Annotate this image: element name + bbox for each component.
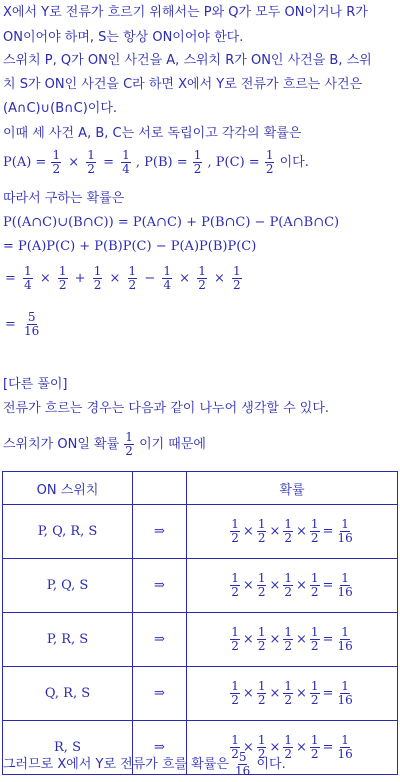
conclusion-line: 그러므로 X에서 Y로 전류가 흐를 확률은 $\frac{5}{16}$ 이다. (3, 750, 286, 778)
arrow-cell: ⇒ (133, 721, 187, 775)
fraction: $\frac{1}{2}$ (128, 264, 137, 292)
fraction: $\frac{1}{2}$ (257, 679, 266, 707)
header-arrow (133, 472, 187, 505)
text-line: 이때 세 사건 A, B, C는 서로 독립이고 각각의 확률은 (3, 126, 302, 141)
fraction: $\frac{1}{2}$ (284, 679, 292, 707)
probability-cell: $\frac{1}{2}$ × $\frac{1}{2}$ × $\frac{1}{2}$ × $\frac{1}{2}$ = $\frac{1}{16}$ (187, 667, 398, 721)
arrow-cell: ⇒ (133, 667, 187, 721)
fraction: $\frac{1}{2}$ (58, 264, 67, 292)
switch-cell: Q, R, S (3, 667, 133, 721)
fraction: $\frac{5}{16}$ (24, 310, 40, 338)
fraction: $\frac{1}{2}$ (310, 571, 319, 599)
fraction: $\frac{1}{2}$ (125, 430, 133, 458)
fraction: $\frac{1}{2}$ (310, 517, 319, 545)
fraction: $\frac{1}{2}$ (284, 625, 292, 653)
fraction: $\frac{1}{2}$ (310, 625, 319, 653)
text-line: 스위치가 ON일 확률 $\frac{1}{2}$ 이기 때문에 (3, 430, 206, 458)
equals-sign: = (103, 155, 114, 170)
fraction: $\frac{1}{2}$ (284, 733, 292, 761)
fraction: $\frac{1}{2}$ (231, 733, 239, 761)
fraction: $\frac{1}{2}$ (310, 733, 319, 761)
fraction: $\frac{1}{2}$ (231, 679, 239, 707)
fraction: $\frac{1}{4}$ (24, 264, 32, 292)
probability-cell: $\frac{1}{2}$ × $\frac{1}{2}$ × $\frac{1}{2}$ × $\frac{1}{2}$ = $\frac{1}{16}$ (187, 613, 398, 667)
fraction: $\frac{1}{2}$ (257, 571, 266, 599)
fraction: $\frac{1}{2}$ (265, 148, 274, 176)
probability-definitions (3, 148, 309, 178)
text-line: ON이어야 하며, S는 항상 ON이어야 한다. (3, 30, 244, 45)
fraction: $\frac{1}{2}$ (257, 625, 266, 653)
fraction: $\frac{1}{2}$ (310, 679, 319, 707)
text-line: (A∩C)∪(B∩C)이다. (3, 101, 118, 116)
text-line: 따라서 구하는 확률은 (3, 191, 125, 206)
fraction: $\frac{1}{16}$ (337, 679, 353, 707)
fraction: $\frac{1}{2}$ (231, 625, 239, 653)
header-on-switch: ON 스위치 (3, 472, 133, 505)
pa-label: P(A) = (3, 155, 47, 170)
text-line: 스위치 P, Q가 ON인 사건을 A, 스위치 R가 ON인 사건을 B, 스위 (3, 53, 372, 68)
fraction: $\frac{5}{16}$ (235, 750, 251, 778)
table-row (3, 505, 398, 559)
equation-result: = $\frac{5}{16}$ (5, 310, 40, 338)
fraction: $\frac{1}{2}$ (52, 148, 61, 176)
fraction: $\frac{1}{4}$ (163, 264, 171, 292)
fraction: $\frac{1}{2}$ (93, 264, 102, 292)
arrow-cell: ⇒ (133, 559, 187, 613)
fraction: $\frac{1}{2}$ (231, 571, 239, 599)
pb-label: , P(B) = (135, 155, 188, 170)
fraction: $\frac{1}{2}$ (233, 264, 241, 292)
equation-line: P((A∩C)∪(B∩C)) = P(A∩C) + P(B∩C) − P(A∩B∩C) (3, 215, 340, 230)
text-line: 전류가 흐르는 경우는 다음과 같이 나누어 생각할 수 있다. (3, 401, 330, 416)
fraction: $\frac{1}{16}$ (337, 625, 353, 653)
probability-cell: $\frac{1}{2}$ × $\frac{1}{2}$ × $\frac{1}{2}$ × $\frac{1}{2}$ = $\frac{1}{16}$ (187, 559, 398, 613)
text-line: 치 S가 ON인 사건을 C라 하면 X에서 Y로 전류가 흐르는 사건은 (3, 77, 363, 92)
table-row (3, 613, 398, 667)
table-row (3, 667, 398, 721)
switch-cell: P, Q, S (3, 559, 133, 613)
fraction: $\frac{1}{2}$ (87, 148, 95, 176)
probability-table (2, 471, 398, 775)
times-sign: × (68, 155, 80, 170)
table-row (3, 559, 398, 613)
table-header-row (3, 472, 398, 505)
switch-cell: R, S (3, 721, 133, 775)
pc-label: , P(C) = (207, 155, 260, 170)
switch-cell: P, R, S (3, 613, 133, 667)
fraction: $\frac{1}{16}$ (337, 733, 353, 761)
arrow-cell: ⇒ (133, 613, 187, 667)
probability-cell: $\frac{1}{2}$ × $\frac{1}{2}$ × $\frac{1}{2}$ × $\frac{1}{2}$ = $\frac{1}{16}$ (187, 505, 398, 559)
fraction: $\frac{1}{2}$ (284, 517, 292, 545)
equation-line: = $\frac{1}{4}$ × $\frac{1}{2}$ + $\frac{1}{2}$ × $\frac{1}{2}$ − $\frac{1}{4}$ × $\frac{1}{2}$ × $\frac{1}{2}$ (5, 264, 241, 292)
fraction: $\frac{1}{16}$ (337, 571, 353, 599)
switch-cell: P, Q, R, S (3, 505, 133, 559)
arrow-cell: ⇒ (133, 505, 187, 559)
fraction: $\frac{1}{2}$ (284, 571, 292, 599)
fraction: $\frac{1}{2}$ (257, 517, 266, 545)
probability-cell: $\frac{1}{2}$ × $\frac{1}{2}$ × $\frac{1}{2}$ × $\frac{1}{2}$ = $\frac{1}{16}$ (187, 721, 398, 775)
alt-solution-heading: [다른 풀이] (3, 377, 68, 392)
fraction: $\frac{1}{16}$ (337, 517, 353, 545)
fraction: $\frac{1}{4}$ (122, 148, 130, 176)
fraction: $\frac{1}{2}$ (231, 517, 239, 545)
equation-line: = P(A)P(C) + P(B)P(C) − P(A)P(B)P(C) (3, 239, 257, 254)
fraction: $\frac{1}{2}$ (198, 264, 206, 292)
fraction: $\frac{1}{2}$ (257, 733, 266, 761)
fraction: $\frac{1}{2}$ (193, 148, 202, 176)
text-line: X에서 Y로 전류가 흐르기 위해서는 P와 Q가 모두 ON이거나 R가 (3, 5, 368, 20)
header-probability: 확률 (187, 472, 398, 505)
sentence-end: 이다. (279, 155, 309, 170)
